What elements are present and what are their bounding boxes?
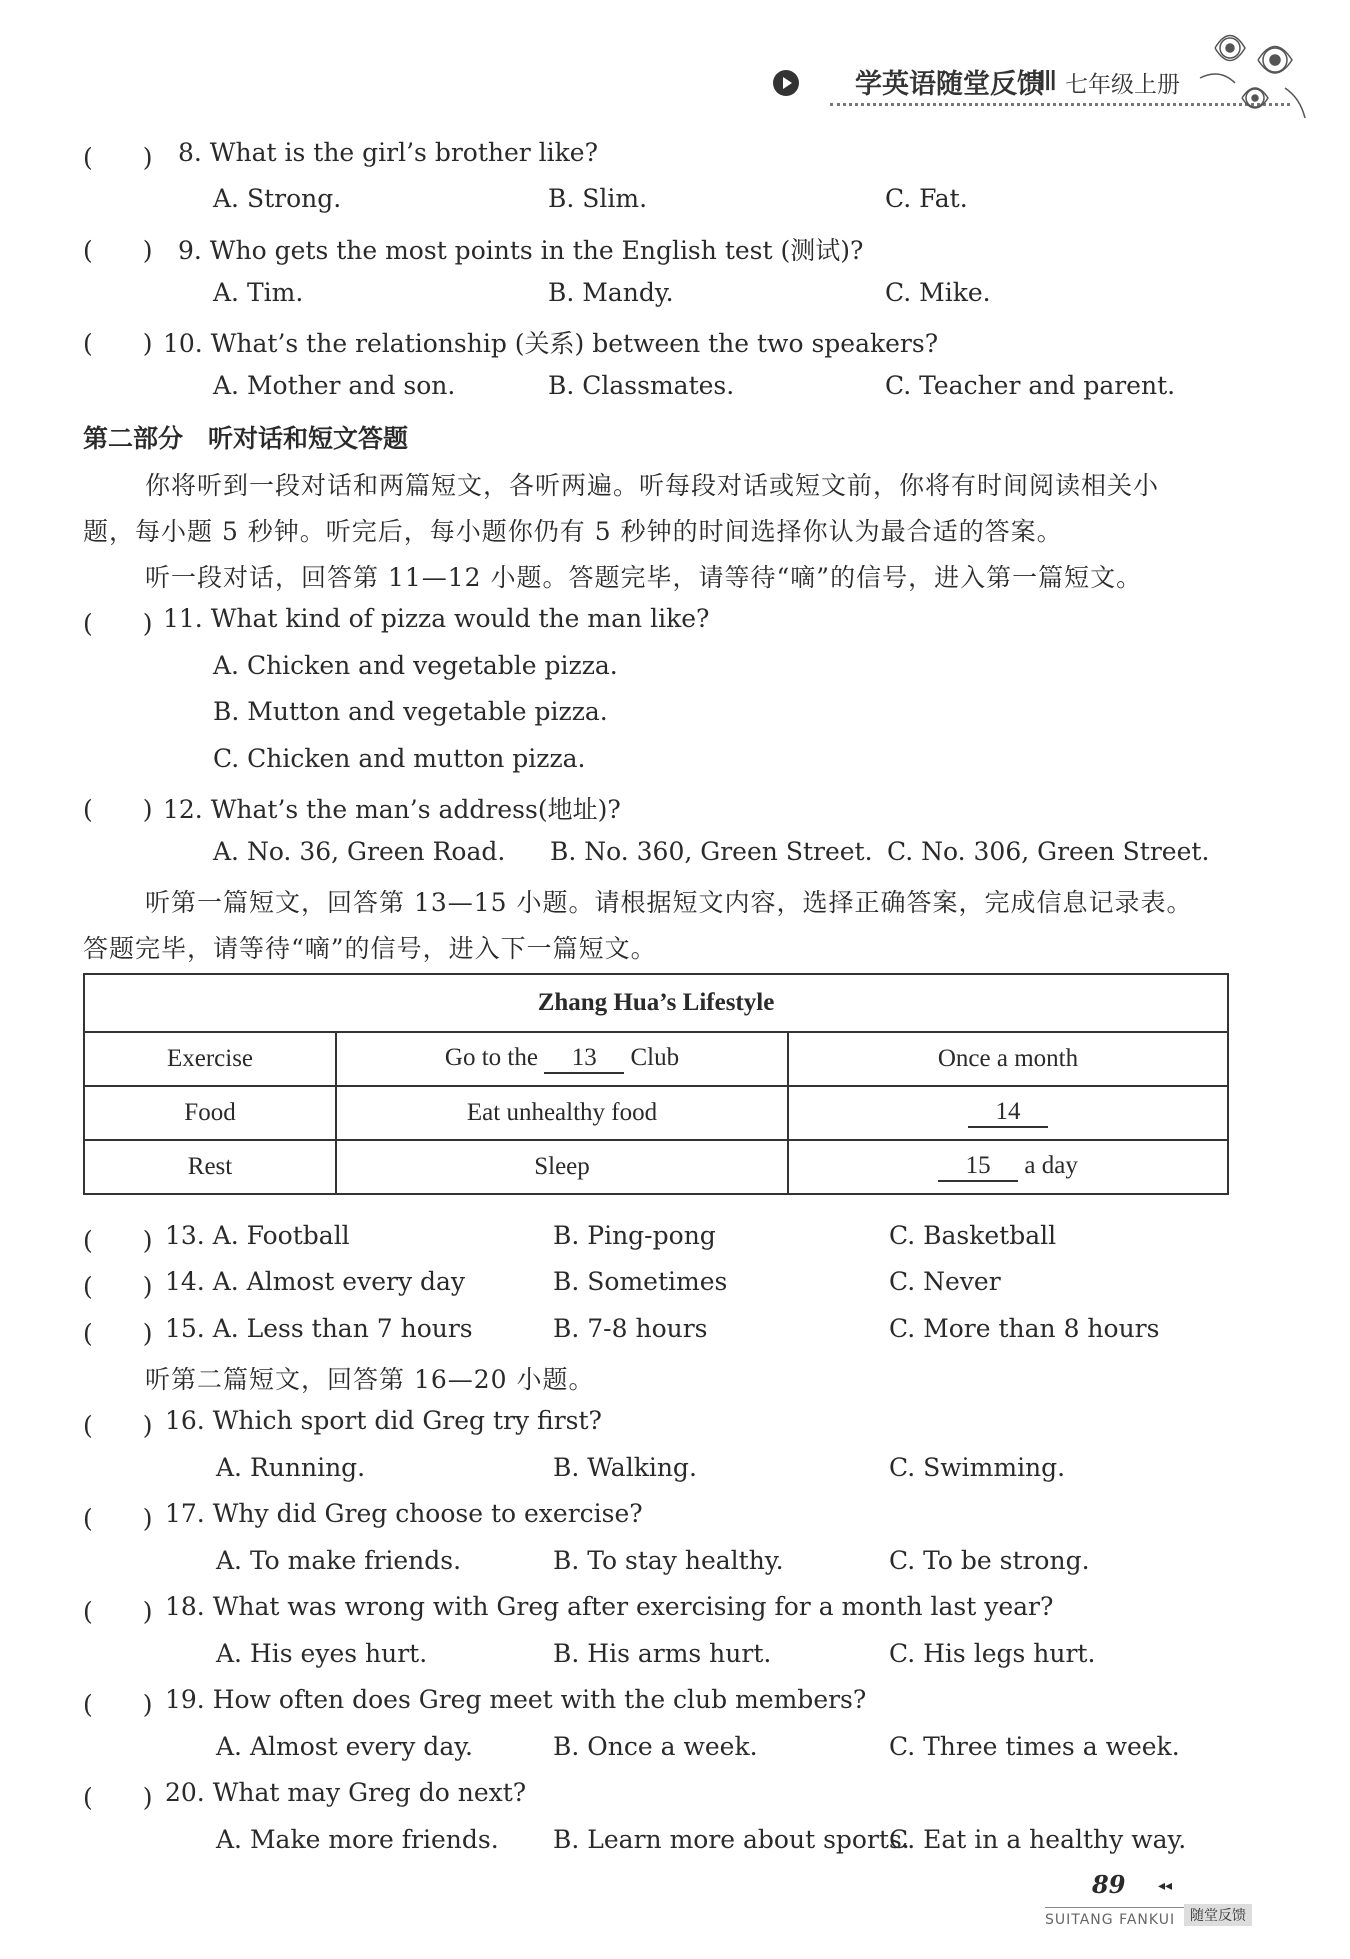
page-number: 89 xyxy=(1092,1870,1126,1899)
frequency-text: Once a month xyxy=(937,1045,1079,1072)
row-category: Food xyxy=(84,1086,336,1140)
option-c[interactable]: C. More than 8 hours xyxy=(889,1314,1160,1343)
option-c[interactable]: C. Swimming. xyxy=(889,1453,1066,1482)
arrow-left-icon: ◂◂ xyxy=(1158,1878,1173,1894)
question-text: 8. What is the girl’s brother like? xyxy=(178,138,599,167)
volume-mark: Ⅲ xyxy=(1038,64,1058,97)
option-b[interactable]: B. His arms hurt. xyxy=(553,1639,772,1668)
question-text: 19. How often does Greg meet with the club members? xyxy=(165,1685,867,1714)
question-text: 18. What was wrong with Greg after exercising for a month last year? xyxy=(165,1592,1054,1621)
grade-label: 七年级上册 xyxy=(1065,72,1180,98)
blank-15[interactable]: 15 xyxy=(938,1152,1018,1182)
book-title: 学英语随堂反馈 xyxy=(855,69,1044,100)
question-text: 11. What kind of pizza would the man like? xyxy=(163,604,710,633)
option-a[interactable]: A. Chicken and vegetable pizza. xyxy=(213,651,618,680)
option-a[interactable]: A. To make friends. xyxy=(216,1546,462,1575)
option-a[interactable]: 14. A. Almost every day xyxy=(165,1267,466,1296)
section-intro-line1: 你将听到一段对话和两篇短文，各听两遍。听每段对话或短文前，你将有时间阅读相关小 xyxy=(145,471,1160,500)
answer-paren[interactable]: ( ) xyxy=(83,609,153,638)
blank-13[interactable]: 13 xyxy=(544,1044,624,1074)
option-b[interactable]: B. Ping-pong xyxy=(553,1221,716,1250)
question-text: 10. What’s the relationship (关系) between the two speakers? xyxy=(163,329,939,358)
option-c[interactable]: C. Teacher and parent. xyxy=(885,371,1176,400)
section-heading: 第二部分 听对话和短文答题 xyxy=(83,424,409,453)
option-b[interactable]: B. 7-8 hours xyxy=(553,1314,708,1343)
answer-paren[interactable]: ( ) xyxy=(83,1504,153,1533)
option-c[interactable]: C. Fat. xyxy=(885,184,968,213)
question-text: 20. What may Greg do next? xyxy=(165,1778,527,1807)
table-row xyxy=(84,1032,1228,1086)
option-b[interactable]: B. To stay healthy. xyxy=(553,1546,784,1575)
blank-14[interactable]: 14 xyxy=(968,1098,1048,1128)
option-a[interactable]: 15. A. Less than 7 hours xyxy=(165,1314,473,1343)
row-category: Rest xyxy=(84,1140,336,1194)
play-icon xyxy=(773,70,799,96)
option-b[interactable]: B. Classmates. xyxy=(548,371,735,400)
option-c[interactable]: C. Eat in a healthy way. xyxy=(889,1825,1187,1854)
passage1-instruction-line2: 答题完毕，请等待“嘀”的信号，进入下一篇短文。 xyxy=(83,934,657,963)
passage2-instruction: 听第二篇短文，回答第 16—20 小题。 xyxy=(145,1365,595,1394)
option-c[interactable]: C. To be strong. xyxy=(889,1546,1090,1575)
passage1-instruction-line1: 听第一篇短文，回答第 13—15 小题。请根据短文内容，选择正确答案，完成信息记录表。 xyxy=(145,888,1193,917)
series-badge: 随堂反馈 xyxy=(1184,1904,1252,1926)
row-frequency xyxy=(788,1032,1228,1086)
detail-text: Go to the xyxy=(444,1044,538,1071)
question-text: 17. Why did Greg choose to exercise? xyxy=(165,1499,643,1528)
option-b[interactable]: B. Mutton and vegetable pizza. xyxy=(213,697,608,726)
option-a[interactable]: A. Almost every day. xyxy=(216,1732,473,1761)
row-frequency xyxy=(788,1086,1228,1140)
answer-paren[interactable]: ( ) xyxy=(83,795,153,824)
option-b[interactable]: B. Mandy. xyxy=(548,278,674,307)
flower-decoration-icon xyxy=(1190,18,1310,128)
question-text: 16. Which sport did Greg try first? xyxy=(165,1406,602,1435)
option-a[interactable]: A. His eyes hurt. xyxy=(216,1639,428,1668)
row-detail xyxy=(336,1032,788,1086)
option-b[interactable]: B. No. 360, Green Street. xyxy=(550,837,873,866)
option-c[interactable]: C. No. 306, Green Street. xyxy=(887,837,1210,866)
option-b[interactable]: B. Walking. xyxy=(553,1453,697,1482)
option-b[interactable]: B. Learn more about sports. xyxy=(553,1825,910,1854)
option-a[interactable]: A. Mother and son. xyxy=(213,371,456,400)
dialogue-instruction: 听一段对话，回答第 11—12 小题。答题完毕，请等待“嘀”的信号，进入第一篇短文。 xyxy=(145,563,1143,592)
frequency-text: a day xyxy=(1024,1152,1078,1179)
answer-paren[interactable]: ( ) xyxy=(83,1783,153,1812)
row-category: Exercise xyxy=(84,1032,336,1086)
answer-paren[interactable]: ( ) xyxy=(83,1319,153,1348)
option-a[interactable]: A. Strong. xyxy=(213,184,342,213)
option-c[interactable]: C. Three times a week. xyxy=(889,1732,1180,1761)
footer-divider xyxy=(1045,1907,1185,1908)
row-frequency xyxy=(788,1140,1228,1194)
answer-paren[interactable]: ( ) xyxy=(83,1272,153,1301)
option-c[interactable]: C. Chicken and mutton pizza. xyxy=(213,744,586,773)
answer-paren[interactable]: ( ) xyxy=(83,329,153,358)
row-detail: Sleep xyxy=(336,1140,788,1194)
table-row xyxy=(84,1140,1228,1194)
row-detail: Eat unhealthy food xyxy=(336,1086,788,1140)
option-a[interactable]: A. Tim. xyxy=(213,278,304,307)
option-c[interactable]: C. Basketball xyxy=(889,1221,1057,1250)
answer-paren[interactable]: ( ) xyxy=(83,1411,153,1440)
answer-paren[interactable]: ( ) xyxy=(83,143,153,172)
table-row xyxy=(84,1086,1228,1140)
page-header xyxy=(760,48,1320,128)
question-text: 12. What’s the man’s address(地址)? xyxy=(163,795,621,824)
option-b[interactable]: B. Slim. xyxy=(548,184,648,213)
series-name: SUITANG FANKUI xyxy=(1045,1912,1176,1928)
answer-paren[interactable]: ( ) xyxy=(83,1226,153,1255)
lifestyle-table xyxy=(83,973,1229,1195)
answer-paren[interactable]: ( ) xyxy=(83,1597,153,1626)
option-a[interactable]: 13. A. Football xyxy=(165,1221,350,1250)
answer-paren[interactable]: ( ) xyxy=(83,236,153,265)
option-b[interactable]: B. Once a week. xyxy=(553,1732,758,1761)
answer-paren[interactable]: ( ) xyxy=(83,1690,153,1719)
option-c[interactable]: C. Mike. xyxy=(885,278,991,307)
detail-text: Club xyxy=(630,1044,680,1071)
option-a[interactable]: A. Running. xyxy=(216,1453,366,1482)
section-intro-line2: 题，每小题 5 秒钟。听完后，每小题你仍有 5 秒钟的时间选择你认为最合适的答案。 xyxy=(83,517,1063,546)
option-c[interactable]: C. His legs hurt. xyxy=(889,1639,1096,1668)
option-b[interactable]: B. Sometimes xyxy=(553,1267,728,1296)
table-title: Zhang Hua’s Lifestyle xyxy=(84,974,1228,1032)
option-a[interactable]: A. No. 36, Green Road. xyxy=(213,837,506,866)
option-c[interactable]: C. Never xyxy=(889,1267,1001,1296)
question-text: 9. Who gets the most points in the English test (测试)? xyxy=(178,236,864,265)
option-a[interactable]: A. Make more friends. xyxy=(216,1825,499,1854)
